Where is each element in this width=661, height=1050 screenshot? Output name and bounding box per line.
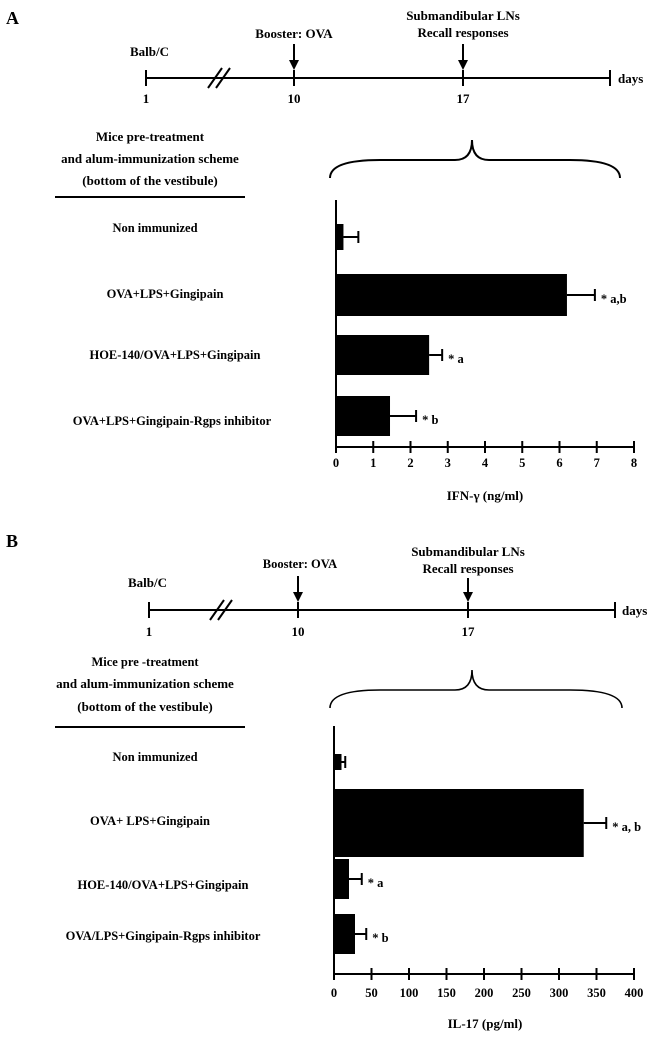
panel-b xyxy=(6,531,647,1031)
x-tick-label: 6 xyxy=(556,456,563,470)
group-brace xyxy=(330,140,620,178)
category-label: OVA+LPS+Gingipain xyxy=(106,287,224,301)
scheme-header-line3: (bottom of the vestibule) xyxy=(82,173,218,188)
booster-arrow-head xyxy=(289,60,299,70)
day-label-10: 10 xyxy=(291,624,305,639)
category-label: Non immunized xyxy=(112,221,198,235)
day-label-17: 17 xyxy=(461,624,475,639)
x-tick-label: 150 xyxy=(437,986,456,1000)
panel-a-timeline xyxy=(130,8,643,106)
bar xyxy=(336,396,390,436)
days-label: days xyxy=(618,71,644,86)
significance-label: * b xyxy=(422,413,439,427)
bar xyxy=(336,335,429,375)
panel-a xyxy=(6,8,643,503)
recall-arrow-head xyxy=(463,592,473,602)
bar xyxy=(334,914,355,954)
significance-label: * b xyxy=(372,931,389,945)
x-tick-label: 0 xyxy=(332,456,340,470)
booster-label: Booster: OVA xyxy=(255,26,333,41)
x-tick-label: 1 xyxy=(370,456,377,470)
day-label-1: 1 xyxy=(145,624,153,639)
day-label-10: 10 xyxy=(287,91,301,106)
category-label: OVA+ LPS+Gingipain xyxy=(90,814,210,828)
bar xyxy=(336,224,343,250)
x-tick-label: 400 xyxy=(624,986,644,1000)
category-label: Non immunized xyxy=(112,750,198,764)
panel-a-letter: A xyxy=(6,8,19,28)
bar xyxy=(336,274,567,316)
strain-label: Balb/C xyxy=(130,44,170,59)
x-tick-label: 8 xyxy=(630,456,638,470)
significance-label: * a xyxy=(448,352,464,366)
x-tick-label: 200 xyxy=(474,986,494,1000)
x-tick-label: 350 xyxy=(587,986,606,1000)
x-tick-label: 100 xyxy=(399,986,419,1000)
scheme-header-line2: and alum-immunization scheme xyxy=(56,676,234,691)
bar xyxy=(334,859,349,899)
x-axis-label: IL-17 (pg/ml) xyxy=(447,1016,523,1031)
recall-label-line1: Submandibular LNs xyxy=(406,8,520,23)
scheme-header-line1: Mice pre-treatment xyxy=(95,129,205,144)
group-brace xyxy=(330,670,622,708)
x-tick-label: 3 xyxy=(444,456,451,470)
recall-label-line2: Recall responses xyxy=(422,561,514,576)
x-tick-label: 5 xyxy=(519,456,526,470)
scheme-header-line3: (bottom of the vestibule) xyxy=(77,699,213,714)
ifn-gamma-chart xyxy=(333,200,637,470)
recall-label-line2: Recall responses xyxy=(417,25,509,40)
panel-b-timeline xyxy=(128,544,647,639)
x-tick-label: 7 xyxy=(593,456,600,470)
x-tick-label: 4 xyxy=(481,456,489,470)
x-tick-label: 2 xyxy=(407,456,414,470)
x-axis-label: IFN-γ (ng/ml) xyxy=(446,488,524,503)
category-label: HOE-140/OVA+LPS+Gingipain xyxy=(77,878,249,892)
x-tick-label: 250 xyxy=(512,986,531,1000)
x-tick-label: 300 xyxy=(549,986,569,1000)
significance-label: * a xyxy=(367,876,384,890)
booster-arrow-head xyxy=(293,592,303,602)
scheme-header-line2: and alum-immunization scheme xyxy=(61,151,239,166)
panel-b-letter: B xyxy=(6,531,19,551)
strain-label: Balb/C xyxy=(128,575,168,590)
day-label-17: 17 xyxy=(456,91,470,106)
significance-label: * a, b xyxy=(612,820,642,834)
significance-label: * a,b xyxy=(600,292,627,306)
category-label: OVA+LPS+Gingipain-Rgps inhibitor xyxy=(72,414,272,428)
x-tick-label: 0 xyxy=(330,986,338,1000)
day-label-1: 1 xyxy=(142,91,150,106)
x-tick-label: 50 xyxy=(365,986,378,1000)
recall-arrow-head xyxy=(458,60,468,70)
booster-label: Booster: OVA xyxy=(262,557,338,571)
scheme-header-line1: Mice pre -treatment xyxy=(91,655,199,669)
days-label: days xyxy=(622,603,648,618)
category-label: HOE-140/OVA+LPS+Gingipain xyxy=(89,348,261,362)
recall-label-line1: Submandibular LNs xyxy=(411,544,525,559)
il-17-chart xyxy=(331,726,644,1000)
category-label: OVA/LPS+Gingipain-Rgps inhibitor xyxy=(65,929,261,943)
bar xyxy=(334,754,342,770)
bar xyxy=(334,789,584,857)
